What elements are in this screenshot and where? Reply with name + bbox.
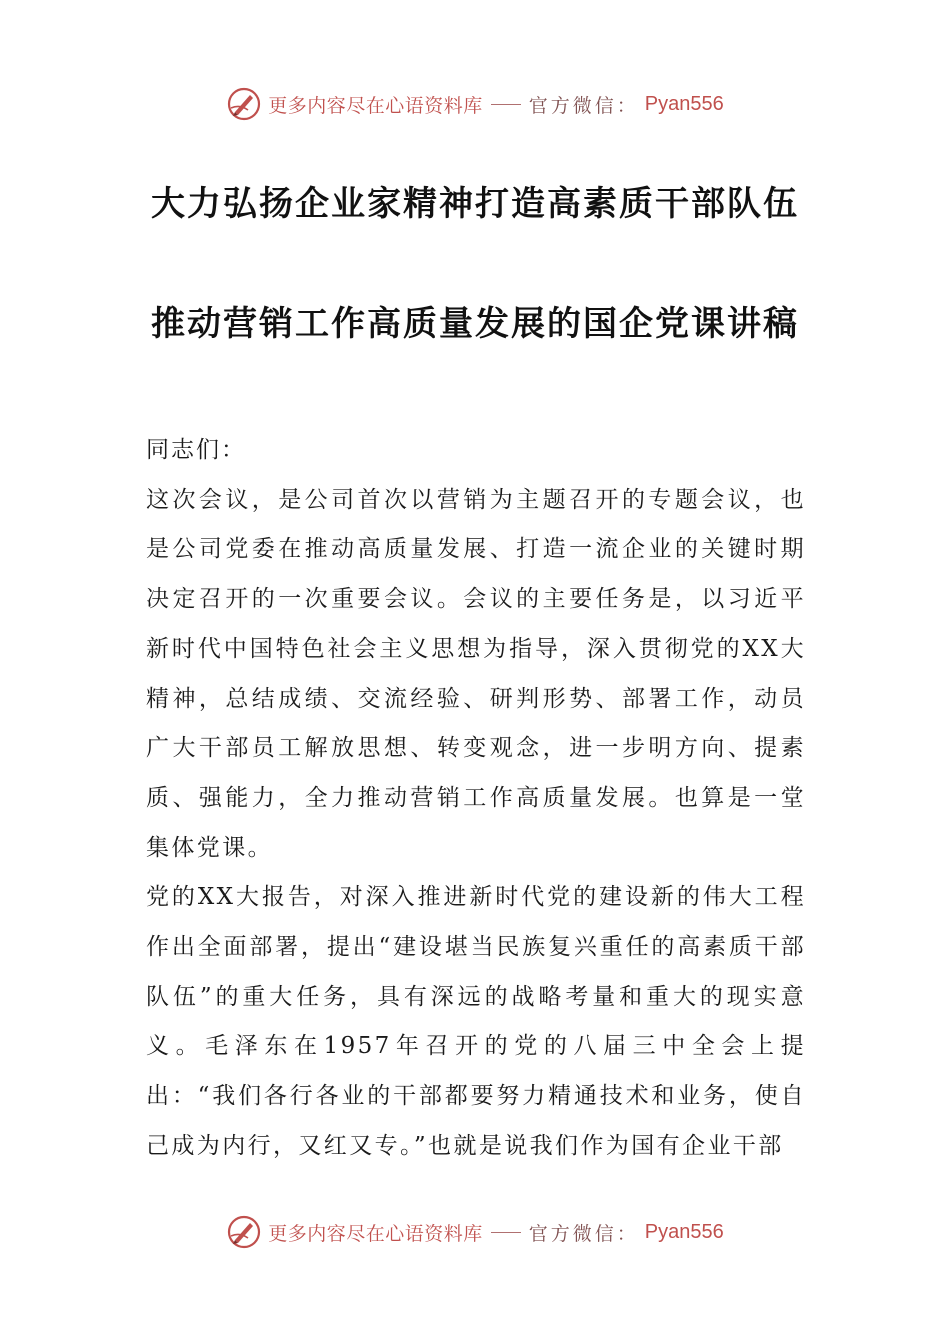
footer-watermark xyxy=(0,1212,950,1252)
watermark-dash xyxy=(491,1232,521,1233)
watermark-main-text: 更多内容尽在心语资料库 xyxy=(268,1222,483,1245)
salutation: 同志们： xyxy=(146,437,246,463)
watermark-main-text: 更多内容尽在心语资料库 xyxy=(268,94,483,117)
watermark-account-id: Pyan556 xyxy=(644,1220,724,1243)
body-paragraph-2: 党的XX大报告，对深入推进新时代党的建设新的伟大工程作出全面部署，提出“建设堪当民族复兴重任的高素质干部队伍”的重大任务，具有深远的战略考量和重大的现实意义。毛泽东在1957年召开的党的八届三中全会上提出：“我们各行各业的干部都要努力精通技术和业务，使自己成为内行，又红又专。”也就是说我们作为国有企业干部 xyxy=(146,884,806,1159)
document-body xyxy=(146,426,806,1172)
watermark-account-id: Pyan556 xyxy=(644,92,724,115)
pen-logo-icon xyxy=(226,86,262,122)
watermark-label: 官方微信： xyxy=(528,94,639,117)
body-paragraph-1: 这次会议，是公司首次以营销为主题召开的专题会议，也是公司党委在推动高质量发展、打造一流企业的关键时期决定召开的一次重要会议。会议的主要任务是，以习近平新时代中国特色社会主义思想为指导，深入贯彻党的XX大精神，总结成绩、交流经验、研判形势、部署工作，动员广大干部员工解放思想、转变观念，进一步明方向、提素质、强能力，全力推动营销工作高质量发展。也算是一堂集体党课。 xyxy=(146,486,806,861)
pen-logo-icon xyxy=(226,1214,262,1250)
document-title-line-1: 大力弘扬企业家精神打造高素质干部队伍 xyxy=(151,184,799,224)
watermark-label: 官方微信： xyxy=(528,1222,639,1245)
document-title-line-2: 推动营销工作高质量发展的国企党课讲稿 xyxy=(151,304,799,344)
watermark-dash xyxy=(491,104,521,105)
header-watermark xyxy=(0,84,950,124)
